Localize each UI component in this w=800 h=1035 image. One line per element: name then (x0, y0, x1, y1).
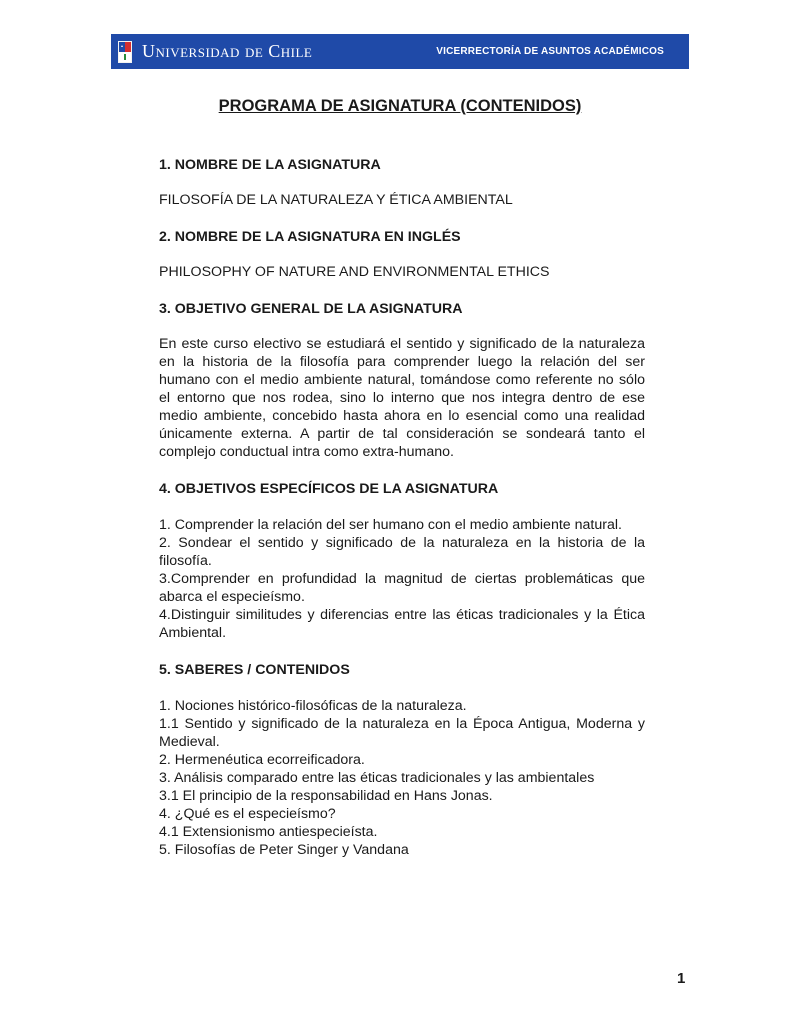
page-number: 1 (677, 970, 686, 987)
contents-list (159, 697, 645, 859)
list-item: 2. Sondear el sentido y significado de la naturaleza en la historia de la filosofía. (159, 535, 645, 569)
list-item: 3. Análisis comparado entre las éticas tradicionales y las ambientales (159, 770, 595, 786)
section-3-heading: 3. OBJETIVO GENERAL DE LA ASIGNATURA (159, 301, 463, 317)
list-item: 4.1 Extensionismo antiespecieísta. (159, 824, 378, 840)
header-banner (111, 34, 689, 69)
list-item: 3.1 El principio de la responsabilidad en Hans Jonas. (159, 788, 493, 804)
document-body (159, 156, 645, 859)
list-item: 5. Filosofías de Peter Singer y Vandana (159, 842, 409, 858)
section-4-heading: 4. OBJETIVOS ESPECÍFICOS DE LA ASIGNATURA (159, 481, 499, 497)
list-item: 1. Nociones histórico-filosóficas de la naturaleza. (159, 698, 467, 714)
specific-objectives-list (159, 516, 645, 642)
section-1-heading: 1. NOMBRE DE LA ASIGNATURA (159, 157, 381, 173)
list-item: 1. Comprender la relación del ser humano con el medio ambiente natural. (159, 517, 622, 533)
document-title: PROGRAMA DE ASIGNATURA (CONTENIDOS) (218, 97, 582, 115)
university-crest-icon (117, 39, 133, 65)
general-objective: En este curso electivo se estudiará el sentido y significado de la naturaleza en la historia de la filosofía para comprender luego la relación del ser humano con el medio ambiente natural, tomándose como referente no sólo el entorno que nos rodea, sino lo interno que nos integra dentro de ese medio ambiente, concebido hasta ahora en lo esencial como una realidad únicamente externa. A partir de tal consideración se sondeará tanto el complejo conductual intra como extra-humano. (159, 336, 645, 460)
list-item: 1.1 Sentido y significado de la naturaleza en la Época Antigua, Moderna y Medieval. (159, 716, 645, 750)
list-item: 4. ¿Qué es el especieísmo? (159, 806, 336, 822)
vicerrectoria-label: VICERRECTORÍA DE ASUNTOS ACADÉMICOS (436, 46, 664, 57)
list-item: 3.Comprender en profundidad la magnitud de ciertas problemáticas que abarca el especieísmo. (159, 571, 645, 605)
section-2-heading: 2. NOMBRE DE LA ASIGNATURA EN INGLÉS (159, 229, 461, 245)
course-name-english: PHILOSOPHY OF NATURE AND ENVIRONMENTAL ETHICS (159, 264, 550, 280)
university-name: Universidad de Chile (142, 41, 313, 61)
list-item: 4.Distinguir similitudes y diferencias entre las éticas tradicionales y la Ética Ambiental. (159, 607, 645, 641)
course-name: FILOSOFÍA DE LA NATURALEZA Y ÉTICA AMBIENTAL (159, 192, 513, 208)
list-item: 2. Hermenéutica ecorreificadora. (159, 752, 365, 768)
section-5-heading: 5. SABERES / CONTENIDOS (159, 662, 350, 678)
